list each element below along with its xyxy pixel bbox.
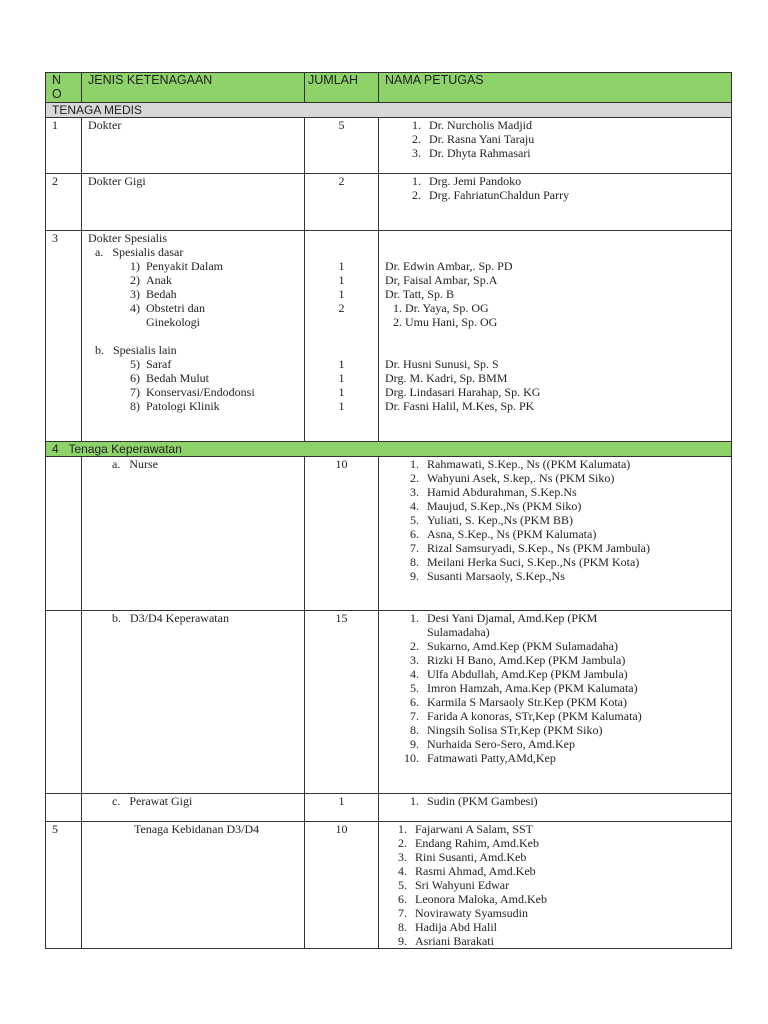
list-item — [395, 934, 731, 948]
spesialis-item — [88, 273, 304, 287]
list-item — [395, 836, 731, 850]
spesialis-jumlah: 1 — [338, 357, 345, 371]
lain-petugas-list — [385, 357, 731, 413]
spesialis-item-line: Saraf — [146, 357, 172, 371]
spesialis-petugas: Dr. Fasni Halil, M.Kes, Sp. PK — [385, 399, 535, 413]
nurse-jenis: Nurse — [129, 457, 158, 471]
spesialis-petugas: Drg. M. Kadri, Sp. BMM — [385, 371, 508, 385]
spesialis-item — [88, 287, 304, 301]
list-item-line: Sri Wahyuni Edwar — [415, 878, 510, 892]
section-row-keperawatan — [46, 442, 732, 457]
list-item — [395, 878, 731, 892]
spesialis-item-number: 3) — [130, 287, 140, 301]
staff-table — [45, 72, 732, 949]
list-item-text — [407, 892, 731, 906]
table-row-d3 — [46, 611, 732, 794]
row-jenis: Tenaga Kebidanan D3/D4 — [82, 822, 305, 949]
list-item-line: Farida A konoras, STr,Kep (PKM Kalumata) — [427, 709, 642, 723]
list-item-number: 2. — [410, 471, 419, 485]
header-row — [46, 73, 732, 103]
list-item-number: 8. — [398, 920, 407, 934]
list-item-text — [407, 906, 731, 920]
list-item-number: 1. — [412, 174, 421, 188]
list-item-text — [419, 751, 731, 765]
list-item-line: Imron Hamzah, Ama.Kep (PKM Kalumata) — [427, 681, 638, 695]
spesialis-item-text — [140, 287, 304, 301]
list-item-line: Maujud, S.Kep.,Ns (PKM Siko) — [427, 499, 582, 513]
spacer — [88, 329, 304, 343]
lain-title: Spesialis lain — [113, 343, 177, 357]
list-item — [401, 751, 731, 765]
row-no: 3 — [46, 231, 82, 442]
list-item-line: Endang Rahim, Amd.Keb — [415, 836, 539, 850]
row-petugas — [379, 118, 732, 174]
petugas-list — [409, 174, 731, 202]
list-item — [401, 485, 731, 499]
list-item-number: 2. — [398, 836, 407, 850]
list-item-number: 5. — [410, 681, 419, 695]
spesialis-item-text — [140, 357, 304, 371]
list-item-number: 1. — [398, 822, 407, 836]
list-item — [409, 132, 731, 146]
petugas-list — [401, 457, 731, 583]
list-item — [395, 822, 731, 836]
list-item — [401, 611, 731, 639]
list-item-number: 8. — [410, 555, 419, 569]
list-item-number: 6. — [410, 695, 419, 709]
lain-label: b. — [95, 343, 104, 357]
spesialis-item-line: Konservasi/Endodonsi — [146, 385, 255, 399]
spesialis-item — [88, 259, 304, 273]
row-jumlah: 5 — [305, 118, 379, 174]
list-item-line: Ningsih Solisa STr,Kep (PKM Siko) — [427, 723, 603, 737]
list-item-text — [419, 737, 731, 751]
list-item-text — [407, 822, 731, 836]
row-no — [46, 611, 82, 794]
list-item-text — [419, 471, 731, 485]
list-item — [401, 471, 731, 485]
list-item-line: Rasmi Ahmad, Amd.Keb — [415, 864, 536, 878]
list-item-number: 4. — [398, 864, 407, 878]
spesialis-item — [88, 301, 304, 329]
spesialis-petugas: 2. Umu Hani, Sp. OG — [393, 315, 498, 329]
list-item-line: Meilani Herka Suci, S.Kep.,Ns (PKM Kota) — [427, 555, 640, 569]
list-item-text — [407, 836, 731, 850]
list-item-line: Rini Susanti, Amd.Keb — [415, 850, 527, 864]
row-jumlah: 2 — [305, 174, 379, 231]
list-item — [401, 681, 731, 695]
spesialis-item-number: 1) — [130, 259, 140, 273]
list-item-number: 6. — [410, 527, 419, 541]
list-item — [401, 653, 731, 667]
list-item-text — [419, 527, 731, 541]
list-item-number: 3. — [398, 850, 407, 864]
list-item-number: 1. — [410, 457, 419, 471]
spacer — [385, 245, 731, 259]
spesialis-item-line: Patologi Klinik — [146, 399, 220, 413]
list-item-line: Dr. Dhyta Rahmasari — [429, 146, 531, 160]
row-jenis — [82, 794, 305, 822]
list-item-number: 7. — [410, 541, 419, 555]
list-item-line: Sudin (PKM Gambesi) — [427, 794, 538, 808]
list-item-text — [421, 146, 731, 160]
spesialis-item-line: Bedah Mulut — [146, 371, 209, 385]
list-item-number: 5. — [410, 513, 419, 527]
list-item — [401, 569, 731, 583]
list-item-line: Susanti Marsaoly, S.Kep.,Ns — [427, 569, 565, 583]
table-row-spesialis — [46, 231, 732, 442]
list-item-number: 10. — [404, 751, 419, 765]
table-row-perawat-gigi — [46, 794, 732, 822]
spesialis-item-text — [140, 371, 304, 385]
list-item-line: Wahyuni Asek, S.kep,. Ns (PKM Siko) — [427, 471, 615, 485]
header-no-text: N O — [52, 73, 62, 101]
row-petugas — [379, 611, 732, 794]
list-item-line: Hamid Abdurahman, S.Kep.Ns — [427, 485, 577, 499]
row-jumlah: 15 — [305, 611, 379, 794]
list-item — [409, 174, 731, 188]
row-petugas — [379, 822, 732, 949]
list-item-line: Dr. Rasna Yani Taraju — [429, 132, 535, 146]
list-item-number: 2. — [410, 639, 419, 653]
list-item-number: 9. — [398, 934, 407, 948]
list-item-number: 2. — [412, 132, 421, 146]
list-item-number: 3. — [412, 146, 421, 160]
list-item-line: Hadija Abd Halil — [415, 920, 497, 934]
spacer — [385, 329, 731, 343]
header-no — [46, 73, 82, 103]
spesialis-petugas: Dr. Husni Sunusi, Sp. S — [385, 357, 499, 371]
list-item-line: Novirawaty Syamsudin — [415, 906, 528, 920]
list-item-text — [421, 132, 731, 146]
spesialis-jumlah: 2 — [338, 301, 345, 315]
row-no: 5 — [46, 822, 82, 949]
list-item-number: 9. — [410, 569, 419, 583]
row-petugas — [379, 794, 732, 822]
list-item-text — [419, 541, 731, 555]
petugas-list — [401, 611, 731, 765]
d3-jenis: D3/D4 Keperawatan — [130, 611, 229, 625]
section-keperawatan-title: 4 Tenaga Keperawatan — [46, 442, 732, 457]
spesialis-petugas: Drg. Lindasari Harahap, Sp. KG — [385, 385, 541, 399]
spesialis-dasar-heading — [88, 245, 304, 259]
row-no — [46, 794, 82, 822]
d3-label: b. — [112, 611, 121, 625]
list-item — [401, 499, 731, 513]
spacer — [305, 231, 378, 245]
list-item-number: 7. — [410, 709, 419, 723]
spesialis-jumlah: 1 — [338, 371, 345, 385]
perawat-gigi-jenis: Perawat Gigi — [129, 794, 193, 808]
list-item — [395, 850, 731, 864]
list-item-line: Karmila S Marsaoly Str.Kep (PKM Kota) — [427, 695, 627, 709]
list-item-text — [419, 723, 731, 737]
spesialis-item — [88, 385, 304, 399]
list-item — [401, 794, 731, 808]
list-item-text — [419, 794, 731, 808]
list-item — [395, 864, 731, 878]
spesialis-item-text — [140, 399, 304, 413]
list-item-line: Sukarno, Amd.Kep (PKM Sulamadaha) — [427, 639, 618, 653]
row-petugas — [379, 174, 732, 231]
list-item-number: 3. — [410, 653, 419, 667]
spesialis-item-text — [140, 385, 304, 399]
list-item-line: Drg. Jemi Pandoko — [429, 174, 522, 188]
list-item-number: 2. — [412, 188, 421, 202]
list-item-number: 1. — [410, 611, 419, 625]
dasar-title: Spesialis dasar — [112, 245, 184, 259]
list-item-number: 3. — [410, 485, 419, 499]
spacer — [305, 315, 378, 329]
list-item-text — [419, 499, 731, 513]
spesialis-item-number: 6) — [130, 371, 140, 385]
list-item-text — [421, 174, 731, 188]
spesialis-item-line: Anak — [146, 273, 172, 287]
table-row-dokter-gigi — [46, 174, 732, 231]
table-row-bidan — [46, 822, 732, 949]
spesialis-item-text — [140, 273, 304, 287]
petugas-list — [401, 794, 731, 808]
list-item-text — [419, 457, 731, 471]
section-medis-title: TENAGA MEDIS — [46, 103, 732, 118]
spesialis-item-number: 4) — [130, 301, 140, 315]
header-jenis: JENIS KETENAGAAN — [82, 73, 305, 103]
list-item-line: Fajarwani A Salam, SST — [415, 822, 533, 836]
list-item-text — [407, 878, 731, 892]
header-jumlah: JUMLAH — [305, 73, 379, 103]
spesialis-item-line: Ginekologi — [146, 315, 200, 329]
list-item-number: 4. — [410, 499, 419, 513]
list-item-line: Nurhaida Sero-Sero, Amd.Kep — [427, 737, 575, 751]
dasar-jumlah-list — [305, 259, 378, 329]
spesialis-jumlah: 1 — [338, 399, 345, 413]
spesialis-item — [88, 357, 304, 371]
row-jumlah — [305, 231, 379, 442]
row-jumlah: 10 — [305, 457, 379, 611]
list-item-text — [419, 485, 731, 499]
list-item-line: Rahmawati, S.Kep., Ns ((PKM Kalumata) — [427, 457, 631, 471]
spesialis-lain-heading — [88, 343, 304, 357]
spacer — [305, 245, 378, 259]
row-petugas — [379, 231, 732, 442]
list-item — [401, 541, 731, 555]
spesialis-jumlah: 1 — [338, 287, 345, 301]
list-item-line: Asriani Barakati — [415, 934, 494, 948]
list-item — [401, 527, 731, 541]
list-item — [401, 723, 731, 737]
table-row-nurse — [46, 457, 732, 611]
list-item — [401, 709, 731, 723]
spesialis-jumlah: 1 — [338, 385, 345, 399]
spesialis-petugas: Dr. Tatt, Sp. B — [385, 287, 454, 301]
spesialis-dasar-list — [88, 259, 304, 329]
row-jumlah: 10 — [305, 822, 379, 949]
lain-jumlah-list — [305, 357, 378, 413]
list-item — [401, 667, 731, 681]
list-item-text — [419, 667, 731, 681]
row-jenis — [82, 457, 305, 611]
list-item-line: Dr. Nurcholis Madjid — [429, 118, 532, 132]
list-item-text — [419, 569, 731, 583]
spesialis-item-line: Obstetri dan — [146, 301, 205, 315]
nurse-label: a. — [112, 457, 121, 471]
list-item-text — [419, 513, 731, 527]
list-item-line: Sulamadaha) — [427, 625, 490, 639]
row-no — [46, 457, 82, 611]
spesialis-lain-list — [88, 357, 304, 413]
list-item-text — [407, 934, 731, 948]
list-item-text — [421, 118, 731, 132]
spesialis-petugas: Dr, Faisal Ambar, Sp.A — [385, 273, 498, 287]
spacer — [385, 231, 731, 245]
list-item-text — [407, 920, 731, 934]
list-item — [401, 513, 731, 527]
list-item-line: Rizki H Bano, Amd.Kep (PKM Jambula) — [427, 653, 626, 667]
section-row-medis — [46, 103, 732, 118]
spesialis-item-number: 2) — [130, 273, 140, 287]
list-item-line: Fatmawati Patty,AMd,Kep — [427, 751, 556, 765]
list-item-number: 1. — [412, 118, 421, 132]
list-item-number: 4. — [410, 667, 419, 681]
list-item-text — [407, 864, 731, 878]
spesialis-item-number: 7) — [130, 385, 140, 399]
spesialis-item-line: Bedah — [146, 287, 177, 301]
list-item — [395, 906, 731, 920]
list-item-text — [419, 695, 731, 709]
spacer — [385, 343, 731, 357]
spesialis-title: Dokter Spesialis — [88, 231, 167, 245]
spesialis-item-number: 8) — [130, 399, 140, 413]
list-item-number: 5. — [398, 878, 407, 892]
list-item — [409, 118, 731, 132]
spacer — [305, 329, 378, 343]
list-item-text — [419, 555, 731, 569]
list-item-text — [419, 611, 731, 639]
dasar-label: a. — [95, 245, 104, 259]
list-item-text — [419, 653, 731, 667]
spesialis-item-text — [140, 301, 304, 329]
row-jenis — [82, 231, 305, 442]
header-nama: NAMA PETUGAS — [379, 73, 732, 103]
spesialis-item — [88, 399, 304, 413]
list-item-line: Yuliati, S. Kep.,Ns (PKM BB) — [427, 513, 574, 527]
spesialis-item-line: Penyakit Dalam — [146, 259, 223, 273]
perawat-gigi-label: c. — [112, 794, 121, 808]
list-item — [401, 695, 731, 709]
list-item — [401, 457, 731, 471]
row-jenis — [82, 611, 305, 794]
list-item — [401, 639, 731, 653]
list-item — [401, 555, 731, 569]
spesialis-petugas: 1. Dr. Yaya, Sp. OG — [393, 301, 489, 315]
row-jenis: Dokter Gigi — [82, 174, 305, 231]
list-item-number: 9. — [410, 737, 419, 751]
list-item-text — [407, 850, 731, 864]
list-item — [409, 146, 731, 160]
table-row-dokter — [46, 118, 732, 174]
list-item-number: 6. — [398, 892, 407, 906]
list-item — [395, 892, 731, 906]
row-petugas — [379, 457, 732, 611]
row-jumlah: 1 — [305, 794, 379, 822]
list-item-number: 8. — [410, 723, 419, 737]
spesialis-jumlah: 1 — [338, 273, 345, 287]
list-item — [409, 188, 731, 202]
spacer — [305, 343, 378, 357]
spesialis-jumlah: 1 — [338, 259, 345, 273]
list-item-text — [419, 681, 731, 695]
dasar-petugas-list — [385, 259, 731, 329]
list-item-text — [419, 639, 731, 653]
spesialis-petugas: Dr. Edwin Ambar,. Sp. PD — [385, 259, 513, 273]
row-no: 2 — [46, 174, 82, 231]
petugas-list — [395, 822, 731, 948]
list-item-line: Desi Yani Djamal, Amd.Kep (PKM — [427, 611, 598, 625]
list-item-text — [419, 709, 731, 723]
list-item-number: 1. — [410, 794, 419, 808]
list-item-line: Asna, S.Kep., Ns (PKM Kalumata) — [427, 527, 597, 541]
row-jenis: Dokter — [82, 118, 305, 174]
list-item — [395, 920, 731, 934]
list-item — [401, 737, 731, 751]
list-item-line: Drg. FahriatunChaldun Parry — [429, 188, 570, 202]
list-item-number: 7. — [398, 906, 407, 920]
row-no: 1 — [46, 118, 82, 174]
spesialis-item-text — [140, 259, 304, 273]
spesialis-item-number: 5) — [130, 357, 140, 371]
list-item-text — [421, 188, 731, 202]
list-item-line: Rizal Samsuryadi, S.Kep., Ns (PKM Jambula) — [427, 541, 650, 555]
spesialis-item — [88, 371, 304, 385]
list-item-line: Ulfa Abdullah, Amd.Kep (PKM Jambula) — [427, 667, 628, 681]
list-item-line: Leonora Maloka, Amd.Keb — [415, 892, 547, 906]
petugas-list — [409, 118, 731, 160]
